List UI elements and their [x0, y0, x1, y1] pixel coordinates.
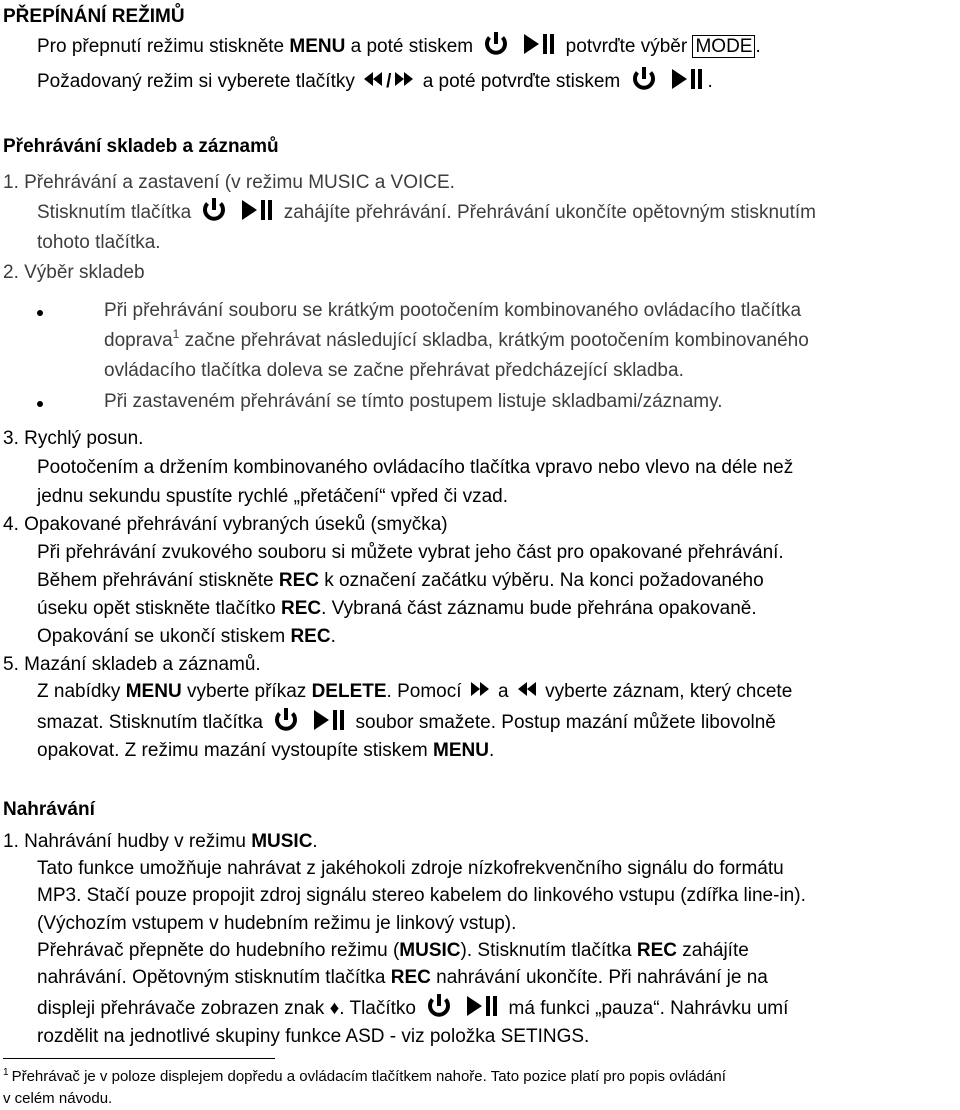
playback-item-4-line-2: Během přehrávání stiskněte REC k označení začátku výběru. Na konci požadovaného: [37, 570, 764, 591]
section-title-playback: Přehrávání skladeb a záznamů: [3, 136, 279, 157]
playback-item-3-line-2: jednu sekundu spustíte rychlé „přetáčení“ vpřed či vzad.: [37, 486, 509, 507]
power-play-pause-icon: [630, 67, 704, 91]
playback-item-1-title: 1. Přehrávání a zastavení (v režimu MUSIC a VOICE.: [3, 172, 455, 193]
playback-item-5-line-2: smazat. Stisknutím tlačítka soubor smažete. Postup mazání můžete libovolně: [37, 708, 776, 737]
playback-item-2-title: 2. Výběr skladeb: [3, 262, 145, 283]
fast-forward-icon: [393, 67, 415, 91]
power-play-pause-icon: [425, 994, 499, 1018]
bullet: [37, 310, 43, 316]
playback-item-3-title: 3. Rychlý posun.: [3, 428, 144, 449]
recording-item-1-title: 1. Nahrávání hudby v režimu MUSIC.: [3, 831, 318, 852]
mode-line-1: Pro přepnutí režimu stiskněte MENU a poté stiskem potvrďte výběr MODE .: [37, 32, 761, 61]
bullet-1-line-3: ovládacího tlačítka doleva se začne přehrávat předcházející skladba.: [104, 360, 684, 381]
footnote-line-2: v celém návodu.: [3, 1090, 113, 1107]
power-play-pause-icon: [200, 198, 274, 222]
recording-line-7: rozdělit na jednotlivé skupiny funkce ASD - viz položka SETINGS.: [37, 1026, 590, 1047]
recording-line-1: Tato funkce umožňuje nahrávat z jakéhokoli zdroje nízkofrekvenčního signálu do formátu: [37, 858, 784, 879]
bullet: [37, 401, 43, 407]
playback-item-4-line-1: Při přehrávání zvukového souboru si můžete vybrat jeho část pro opakované přehrávání.: [37, 542, 784, 563]
playback-item-1-line-1: Stisknutím tlačítka zahájíte přehrávání. Přehrávání ukončíte opětovným stisknutím: [37, 198, 816, 227]
playback-item-4-line-4: Opakování se ukončí stiskem REC.: [37, 626, 336, 647]
playback-item-4-title: 4. Opakované přehrávání vybraných úseků (smyčka): [3, 514, 448, 535]
footnote-mark: 1: [3, 1067, 9, 1078]
recording-line-2: MP3. Stačí pouze propojit zdroj signálu stereo kabelem do linkového vstupu (zdířka line-in).: [37, 885, 806, 906]
bullet-1-line-1: Při přehrávání souboru se krátkým pootočením kombinovaného ovládacího tlačítka: [104, 300, 802, 321]
power-play-pause-icon: [482, 32, 556, 56]
recording-line-3: (Výchozím vstupem v hudebním režimu je linkový vstup).: [37, 913, 517, 934]
playback-item-1-line-2: tohoto tlačítka.: [37, 232, 161, 253]
recording-line-4: Přehrávač přepněte do hudebního režimu (MUSIC). Stisknutím tlačítka REC zahájíte: [37, 940, 749, 961]
recording-line-5: nahrávání. Opětovným stisknutím tlačítka REC nahrávání ukončíte. Při nahrávání je na: [37, 967, 768, 988]
playback-item-4-line-3: úseku opět stiskněte tlačítko REC. Vybraná část záznamu bude přehrána opakovaně.: [37, 598, 757, 619]
playback-item-3-line-1: Pootočením a držením kombinovaného ovládacího tlačítka vpravo nebo vlevo na déle než: [37, 457, 794, 478]
mode-line-2: Požadovaný režim si vyberete tlačítky / a poté potvrďte stiskem .: [37, 67, 713, 96]
rewind-icon: [362, 67, 384, 91]
diamond-symbol: ♦: [329, 998, 340, 1019]
footnote-reference: 1: [172, 327, 180, 341]
bullet-2-line-1: Při zastaveném přehrávání se tímto postupem listuje skladbami/záznamy.: [104, 391, 723, 412]
footnote-line-1: $^1$ Přehrávač je v poloze displejem dopředu a ovládacím tlačítkem nahoře. Tato pozice platí pro popis ovládání: [3, 1067, 726, 1085]
playback-item-5-title: 5. Mazání skladeb a záznamů.: [3, 654, 261, 675]
playback-item-5-line-1: Z nabídky MENU vyberte příkaz DELETE. Pomocí a vyberte záznam, který chcete: [37, 677, 792, 706]
footnote-separator: [3, 1058, 275, 1059]
fast-forward-icon: [469, 677, 491, 701]
bullet-1-line-2: doprava$^1$ začne přehrávat následující skladba, krátkým pootočením kombinovaného: [104, 327, 809, 351]
rewind-icon: [516, 677, 538, 701]
playback-item-5-line-3: opakovat. Z režimu mazání vystoupíte stiskem MENU.: [37, 740, 495, 761]
power-play-pause-icon: [272, 708, 346, 732]
section-title-recording: Nahrávání: [3, 799, 95, 820]
recording-line-6: displeji přehrávače zobrazen znak ♦. Tlačítko má funkci „pauza“. Nahrávku umí: [37, 994, 788, 1023]
section-title-mode: PŘEPÍNÁNÍ REŽIMŮ: [3, 6, 185, 27]
